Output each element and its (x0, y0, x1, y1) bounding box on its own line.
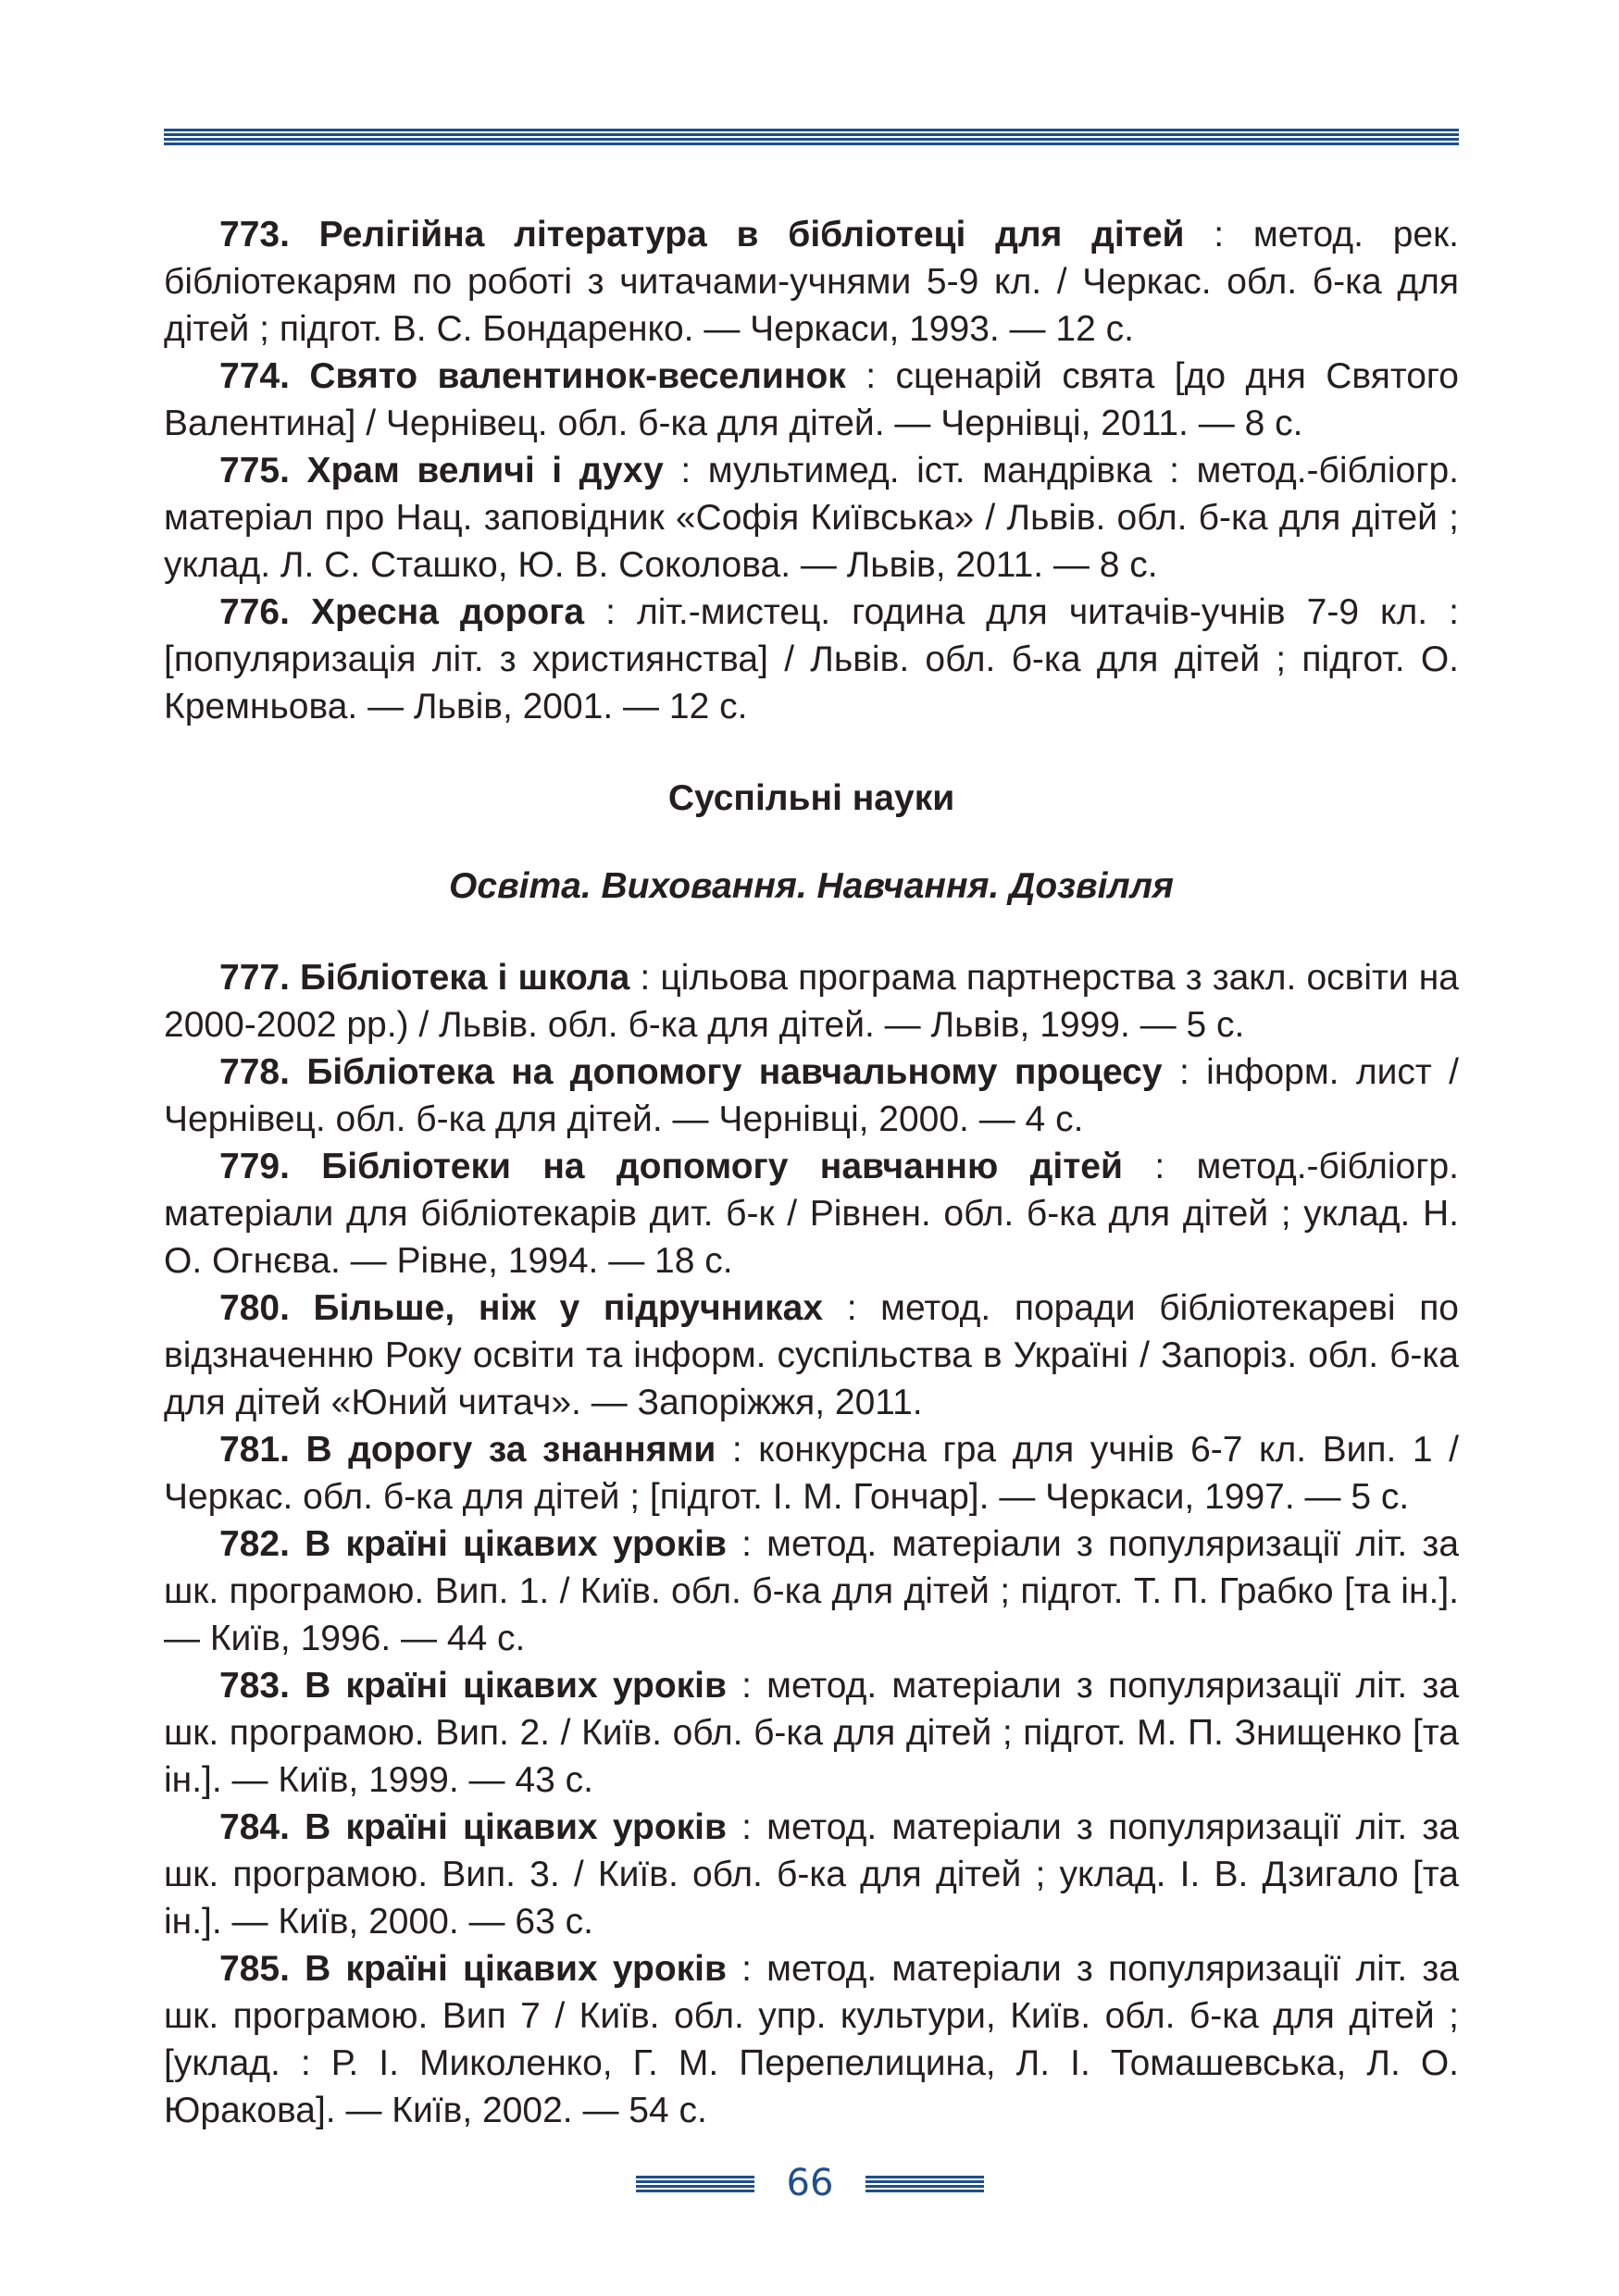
entry-title: В країні цікавих уроків (305, 1524, 727, 1564)
entry-title: В країні цікавих уроків (305, 1666, 727, 1706)
entry-description: : метод. матеріали з популяризації літ. за шк. програмою. Вип. 2. / Київ. обл. б-ка для дітей ; підгот. М. П. Знищенко [та ін.]. — Київ, 1999. — 43 с. (164, 1666, 1460, 1800)
entry-number: 776. (219, 592, 290, 632)
entry-description: : літ.-мистец. година для читачів-учнів 7-9 кл. : [популяризація літ. з християнства] / Львів. обл. б-ка для дітей ; підгот. О. Кремньова. — Львів, 2001. — 12 с. (164, 592, 1459, 726)
entry-description: : цільова програма партнерства з закл. освіти на 2000-2002 рр.) / Львів. обл. б-ка для дітей. — Львів, 1999. — 5 с. (164, 958, 1459, 1045)
entry-title: В дорогу за знаннями (305, 1430, 716, 1470)
bibliography-entry (164, 1049, 1459, 1143)
subsection-heading: Освіта. Виховання. Навчання. Дозвілля (449, 866, 1174, 906)
entry-number: 784. (219, 1807, 290, 1847)
entry-description: : метод. матеріали з популяризації літ. за шк. програмою. Вип. 1. / Київ. обл. б-ка для дітей ; підгот. Т. П. Грабко [та ін.]. — Київ, 1996. — 44 с. (164, 1524, 1460, 1658)
entry-number: 781. (219, 1430, 290, 1470)
bibliography-entry (164, 1804, 1459, 1945)
page-content (164, 211, 1459, 2134)
footer-rule-left (636, 2176, 754, 2192)
bibliography-entry (164, 589, 1459, 730)
entry-title: Храм величі і духу (306, 451, 664, 490)
entry-description: : метод. рек. бібліотекарям по роботі з читачами-учнями 5-9 кл. / Черкас. обл. б-ка для дітей ; підгот. В. С. Бондаренко. — Черкаси, 1993. — 12 с. (164, 215, 1459, 349)
entry-description: : метод. матеріали з популяризації літ. за шк. програмою. Вип. 3. / Київ. обл. б-ка для дітей ; уклад. І. В. Дзигало [та ін.]. — Київ, 2000. — 63 с. (164, 1807, 1460, 1942)
bibliography-entry (164, 211, 1459, 353)
bibliography-entry (164, 1143, 1459, 1285)
bibliography-entry (164, 447, 1459, 589)
entries-top (164, 211, 1459, 730)
entry-number: 779. (219, 1147, 290, 1186)
entry-description: : метод.-бібліогр. матеріали для бібліотекарів дит. б-к / Рівнен. обл. б-ка для дітей ; уклад. Н. О. Огнєва. — Рівне, 1994. — 18 с. (164, 1147, 1459, 1281)
entry-title: Бібліотека і школа (300, 958, 630, 998)
entry-number: 774. (219, 356, 290, 396)
bibliography-entry (164, 353, 1459, 447)
page-number: 66 (786, 2162, 834, 2204)
footer-rule-right (866, 2176, 984, 2192)
bibliography-entry (164, 1426, 1459, 1520)
entry-title: В країні цікавих уроків (305, 1949, 727, 1989)
header-rule (164, 129, 1459, 147)
page-footer (0, 2156, 1619, 2212)
entry-number: 775. (219, 451, 290, 490)
entry-title: Релігійна література в бібліотеці для дітей (318, 215, 1185, 254)
entry-number: 773. (219, 215, 290, 254)
bibliography-entry (164, 1662, 1459, 1804)
entry-description: : сценарій свята [до дня Святого Валентина] / Чернівец. обл. б-ка для дітей. — Чернівці, 2011. — 8 с. (164, 356, 1459, 443)
bibliography-entry (164, 1945, 1459, 2134)
entry-description: : мультимед. іст. мандрівка : метод.-бібліогр. матеріал про Нац. заповідник «Софія Київська» / Львів. обл. б-ка для дітей ; уклад. Л. С. Сташко, Ю. В. Соколова. — Львів, 2011. — 8 с. (164, 451, 1459, 585)
entry-number: 778. (219, 1052, 290, 1092)
bibliography-entry (164, 1520, 1459, 1662)
entry-number: 783. (219, 1666, 290, 1706)
entry-title: Свято валентинок-веселинок (309, 356, 846, 396)
entry-number: 780. (219, 1288, 290, 1328)
entry-number: 782. (219, 1524, 290, 1564)
bibliography-entry (164, 954, 1459, 1049)
entry-description: : конкурсна гра для учнів 6-7 кл. Вип. 1 / Черкас. обл. б-ка для дітей ; [підгот. І. М. Гончар]. — Черкаси, 1997. — 5 с. (164, 1430, 1459, 1517)
entries-bottom (164, 954, 1459, 2134)
section-heading: Суспільні науки (667, 778, 955, 818)
entry-number: 785. (219, 1949, 290, 1989)
entry-title: Бібліотека на допомогу навчальному процесу (306, 1052, 1163, 1092)
entry-title: Хресна дорога (310, 592, 585, 632)
entry-number: 777. (219, 958, 290, 998)
bibliography-entry (164, 1285, 1459, 1426)
entry-title: В країні цікавих уроків (305, 1807, 727, 1847)
entry-title: Бібліотеки на допомогу навчанню дітей (321, 1147, 1123, 1186)
entry-title: Більше, ніж у підручниках (313, 1288, 824, 1328)
entry-description: : інформ. лист / Чернівец. обл. б-ка для дітей. — Чернівці, 2000. — 4 с. (164, 1052, 1460, 1139)
entry-description: : метод. поради бібліотекареві по відзначенню Року освіти та інформ. суспільства в Україні / Запоріз. обл. б-ка для дітей «Юний читач». — Запоріжжя, 2011. (164, 1288, 1460, 1422)
entry-description: : метод. матеріали з популяризації літ. за шк. програмою. Вип 7 / Київ. обл. упр. культури, Київ. обл. б-ка для дітей ; [уклад. : Р. І. Миколенко, Г. М. Перепелицина, Л. І. Томашевська, Л. О. Юракова]. — Київ, 2002. — 54 с. (164, 1949, 1460, 2130)
